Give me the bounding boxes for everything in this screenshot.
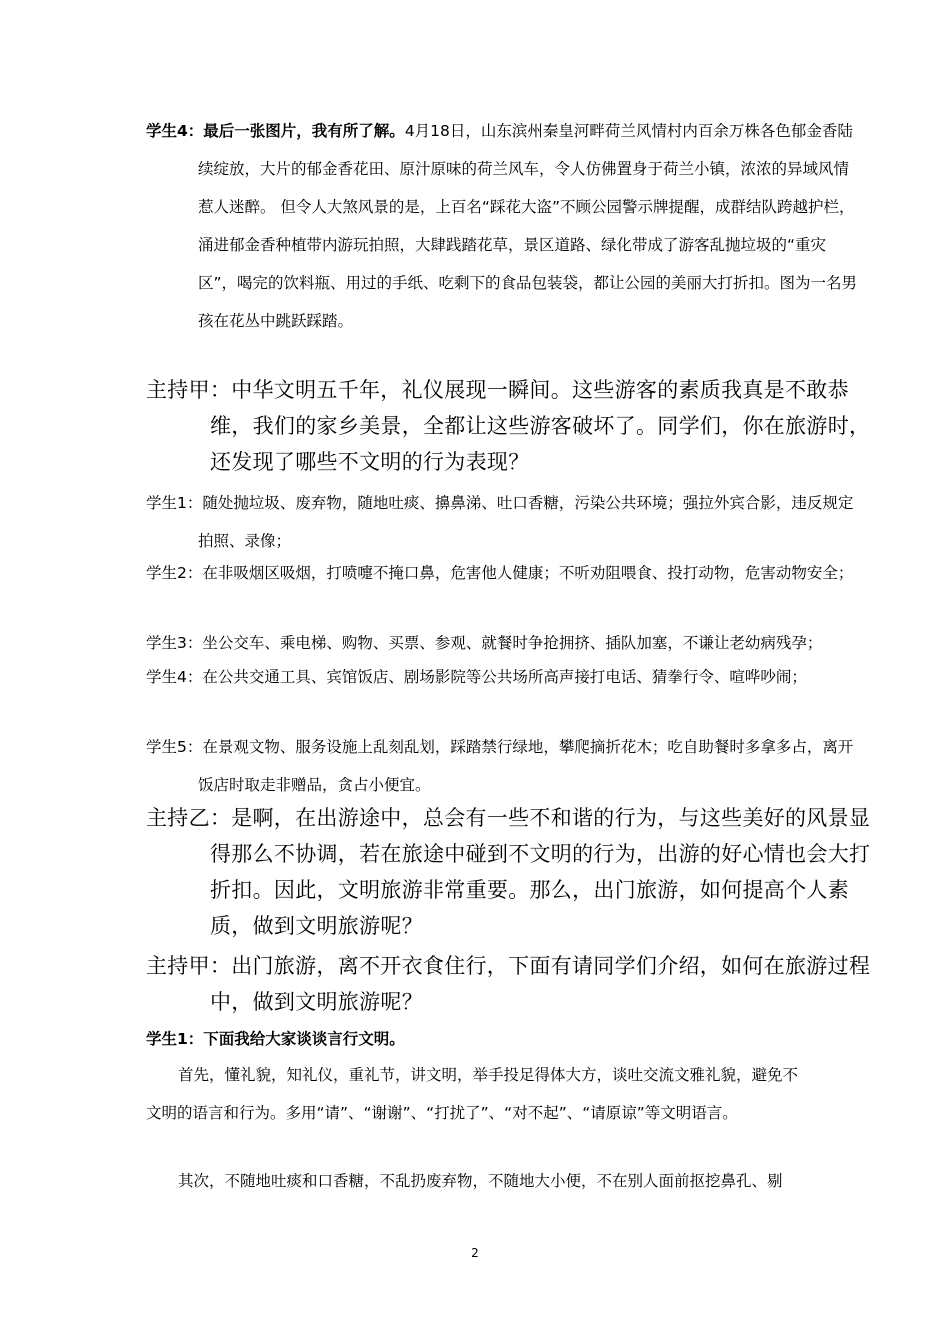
speaker-label: 学生4： [146,122,204,140]
paragraph-body: 4月18日，山东滨州秦皇河畔荷兰风情村内百余万株各色郁金香陆续绽放，大片的郁金香花田、原汁原味的荷兰风车，令人仿佛置身于荷兰小镇，浓浓的异域风情惹人迷醉。 但令人大煞风景的是，上百名“踩花大盗”不顾公园警示牌提醒，成群结队跨越护栏，涌进郁金香种植带内游玩拍照，大肆践踏花草，景区道路、绿化带成了游客乱抛垃圾的“重灾区”，喝完的饮料瓶、用过的手纸、吃剩下的食品包装袋，都让公园的美丽大打折扣。图为一名男孩在花丛中跳跃踩踏。 [198,122,858,330]
student-3-paragraph: 学生3：坐公交车、乘电梯、购物、买票、参观、就餐时争抢拥挤、插队加塞，不谦让老幼病残孕； [146,634,823,652]
student-1-intro: 学生1：下面我给大家谈谈言行文明。 [146,1030,405,1048]
student-2-paragraph: 学生2：在非吸烟区吸烟，打喷嚏不掩口鼻，危害他人健康；不听劝阻喂食、投打动物，危害动物安全； [146,564,854,582]
lead-sentence: 最后一张图片，我有所了解。 [203,122,405,140]
student-4-paragraph: 学生4：在公共交通工具、宾馆饭店、剧场影院等公共场所高声接打电话、猜拳行令、喧哗吵闹； [146,668,807,686]
host-b-paragraph: 主持乙：是啊，在出游途中，总会有一些不和谐的行为，与这些美好的风景显得那么不协调，若在旅途中碰到不文明的行为，出游的好心情也会大打折扣。因此，文明旅游非常重要。那么，出门旅游，如何提高个人素质，做到文明旅游呢？ [146,806,871,938]
student-4-picture-paragraph [146,112,858,340]
page-number: 2 [471,1246,479,1260]
second-point-paragraph: 其次，不随地吐痰和口香糖，不乱扔废弃物，不随地大小便，不在别人面前抠挖鼻孔、剔 [178,1172,783,1190]
student-5-paragraph: 学生5：在景观文物、服务设施上乱刻乱划，踩踏禁行绿地，攀爬摘折花木；吃自助餐时多拿多占，离开饭店时取走非赠品，贪占小便宜。 [146,738,854,794]
host-a-paragraph-1: 主持甲：中华文明五千年，礼仪展现一瞬间。这些游客的素质我真是不敢恭维，我们的家乡美景，全都让这些游客破坏了。同学们，你在旅游时，还发现了哪些不文明的行为表现？ [146,378,871,474]
student-1-paragraph: 学生1：随处抛垃圾、废弃物，随地吐痰、擤鼻涕、吐口香糖，污染公共环境；强拉外宾合影，违反规定拍照、录像； [146,494,854,550]
first-point-paragraph: 首先，懂礼貌，知礼仪，重礼节，讲文明，举手投足得体大方，谈吐交流文雅礼貌，避免不文明的语言和行为。多用“请”、“谢谢”、“打扰了”、“对不起”、“请原谅”等文明语言。 [146,1066,799,1122]
host-a-paragraph-2: 主持甲：出门旅游，离不开衣食住行，下面有请同学们介绍，如何在旅游过程中，做到文明旅游呢？ [146,954,871,1014]
